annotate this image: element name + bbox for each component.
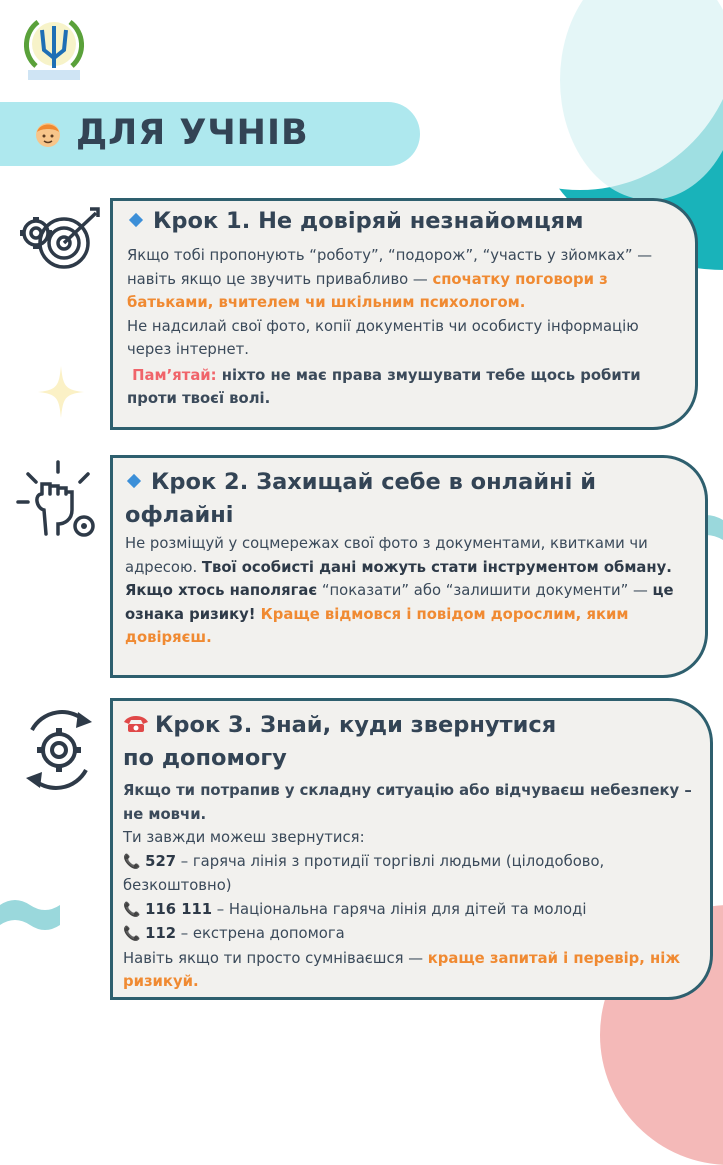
step-2-paragraph-2: Якщо хтось наполягає “показати” або “залишити документи” — це ознака ризику! Краще відмовся і повідом дорослим, яким довіряєш. — [125, 582, 674, 646]
hotline-112: 📞 112 – екстрена допомога — [123, 922, 696, 947]
sparkle-icon — [38, 366, 84, 418]
step-2-card — [110, 455, 708, 678]
step-1-paragraph-1: Якщо тобі пропонують “роботу”, “подорож”, “участь у зйомках” — навіть якщо це звучить привабливо — спочатку поговори з батьками, вчителем чи шкільним психологом. — [127, 247, 653, 311]
diamond-icon — [127, 474, 141, 488]
step-1-reminder: Пам’ятай: ніхто не має права змушувати тебе щось робити проти твоєї волі. — [127, 366, 641, 407]
step-1-heading: Крок 1. Не довіряй незнайомцям — [127, 205, 681, 238]
phone-icon: 📞 — [123, 901, 141, 918]
telephone-icon — [123, 715, 149, 733]
step-3-card — [110, 698, 713, 1000]
hotline-116111: 📞 116 111 – Національна гаряча лінія для дітей та молоді — [123, 898, 696, 923]
step-1-paragraph-2: Не надсилай свої фото, копії документів чи особисту інформацію через інтернет. — [127, 317, 639, 358]
diamond-icon — [129, 213, 143, 227]
step-2-heading: Крок 2. Захищай себе в онлайні й офлайні — [125, 469, 596, 528]
step-3-paragraph-3: Навіть якщо ти просто сумніваєшся — краще запитай і перевір, ніж ризикуй. — [123, 949, 681, 990]
hotline-527: 📞 527 – гаряча лінія з протидії торгівлі людьми (цілодобово, безкоштовно) — [123, 852, 605, 894]
step-3-paragraph-1: Якщо ти потрапив у складну ситуацію або відчуваєш небезпеку – не мовчи. — [123, 782, 692, 823]
phone-icon: 📞 — [123, 926, 141, 942]
gear-cycle-icon — [14, 700, 104, 800]
step-1-card — [110, 198, 698, 430]
psychology-laurel-logo — [14, 14, 94, 82]
page-title: ДЛЯ УЧНІВ — [76, 113, 309, 153]
target-gear-icon — [14, 205, 106, 277]
teal-wave-left — [0, 895, 60, 945]
child-face-icon — [34, 120, 62, 148]
phone-icon: 📞 — [123, 853, 141, 870]
step-3-heading: Крок 3. Знай, куди звернутися по допомогу — [123, 712, 557, 771]
step-2-paragraph-1: Не розміщуй у соцмережах свої фото з документами, квитками чи адресою. Твої особисті дані можуть стати інструментом обману. — [125, 535, 672, 576]
step-3-paragraph-2: Ти завжди можеш звернутися: — [123, 829, 365, 846]
raised-fist-gear-icon — [14, 460, 106, 544]
